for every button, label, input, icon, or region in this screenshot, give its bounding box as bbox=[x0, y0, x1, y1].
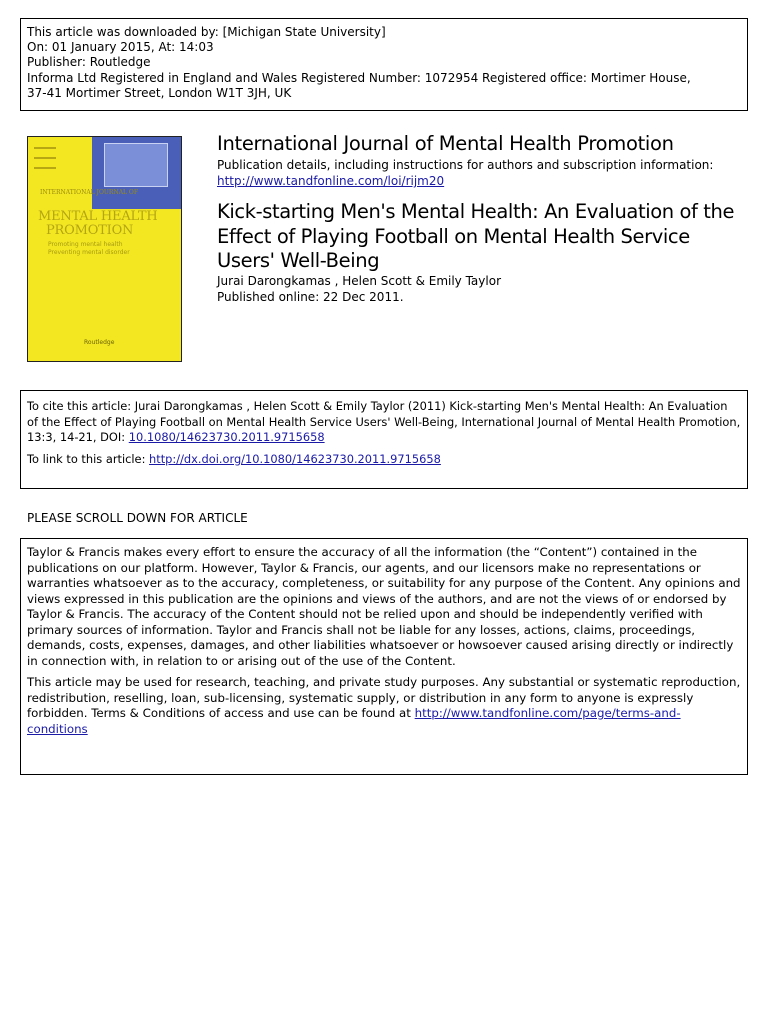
cover-small-title: INTERNATIONAL JOURNAL OF bbox=[40, 189, 138, 196]
journal-link[interactable]: http://www.tandfonline.com/loi/rijm20 bbox=[217, 174, 445, 188]
article-link[interactable]: http://dx.doi.org/10.1080/14623730.2011.9715658 bbox=[149, 451, 441, 466]
article-title: Kick-starting Men's Mental Health: An Evaluation of the Effect of Playing Football on Mental Health Service Users' Well-Being bbox=[217, 200, 735, 272]
download-line: This article was downloaded by: [Michigan State University] bbox=[27, 25, 386, 39]
download-line: Publisher: Routledge bbox=[27, 55, 151, 70]
cover-decoration bbox=[34, 147, 74, 177]
cover-photo bbox=[92, 137, 182, 209]
doi-link[interactable]: 10.1080/14623730.2011.9715658 bbox=[128, 430, 325, 445]
usage-paragraph: This article may be used for research, teaching, and private study purposes. Any substantial or systematic reproduction, redistribution, reselling, loan, sub-licensing, systematic supply, or distribution in any form to anyone is expressly forbidden. Terms & Conditions of access and use can be found at http://www.tandfonline.com/page/terms-and-conditions bbox=[27, 675, 741, 736]
journal-link-wrap bbox=[217, 174, 444, 189]
article-link-line: To link to this article: http://dx.doi.org/10.1080/14623730.2011.9715658 bbox=[27, 451, 441, 466]
download-line: On: 01 January 2015, At: 14:03 bbox=[27, 40, 214, 55]
disclaimer-box bbox=[20, 538, 748, 775]
journal-title: International Journal of Mental Health Promotion bbox=[217, 132, 674, 155]
article-authors: Jurai Darongkamas , Helen Scott & Emily Taylor bbox=[217, 274, 501, 288]
disclaimer-paragraph: Taylor & Francis makes every effort to ensure the accuracy of all the information (the “Content”) contained in the publications on our platform. However, Taylor & Francis, our agents, and our licensors make no representations or warranties whatsoever as to the accuracy, completeness, or suitability for any purpose of the Content. Any opinions and views expressed in this publication are the opinions and views of the authors, and are not the views of or endorsed by Taylor & Francis. The accuracy of the Content should not be relied upon and should be independently verified with primary sources of information. Taylor and Francis shall not be liable for any losses, actions, claims, proceedings, demands, costs, expenses, damages, and other liabilities whatsoever or howsoever caused arising directly or indirectly in connection with, in relation to or arising out of the use of the Content. bbox=[27, 545, 741, 668]
journal-cover-image bbox=[27, 136, 182, 362]
download-info-box bbox=[20, 18, 748, 111]
citation-text: To cite this article: Jurai Darongkamas , Helen Scott & Emily Taylor (2011) Kick-starting Men's Mental Health: An Evaluation of the Effect of Playing Football on Mental Health Service Users' Well-Being, International Journal of Mental Health Promotion, 13:3, 14-21, DOI: 10.1080/14623730.2011.9715658 bbox=[27, 399, 741, 445]
publication-details: Publication details, including instructions for authors and subscription information: bbox=[217, 158, 714, 172]
cover-subtitle: Promoting mental health Preventing mental disorder bbox=[48, 241, 130, 256]
cover-big-title: MENTAL HEALTH PROMOTION bbox=[38, 209, 158, 238]
download-line: Informa Ltd Registered in England and Wales Registered Number: 1072954 Registered office: Mortimer House, bbox=[27, 70, 691, 85]
citation-box bbox=[20, 390, 748, 489]
download-line: 37-41 Mortimer Street, London W1T 3JH, UK bbox=[27, 85, 292, 100]
publisher-logo: Routledge bbox=[84, 339, 115, 346]
published-date: Published online: 22 Dec 2011. bbox=[217, 290, 404, 304]
scroll-down-note: PLEASE SCROLL DOWN FOR ARTICLE bbox=[27, 511, 248, 525]
terms-link[interactable]: http://www.tandfonline.com/page/terms-and-conditions bbox=[27, 706, 681, 736]
